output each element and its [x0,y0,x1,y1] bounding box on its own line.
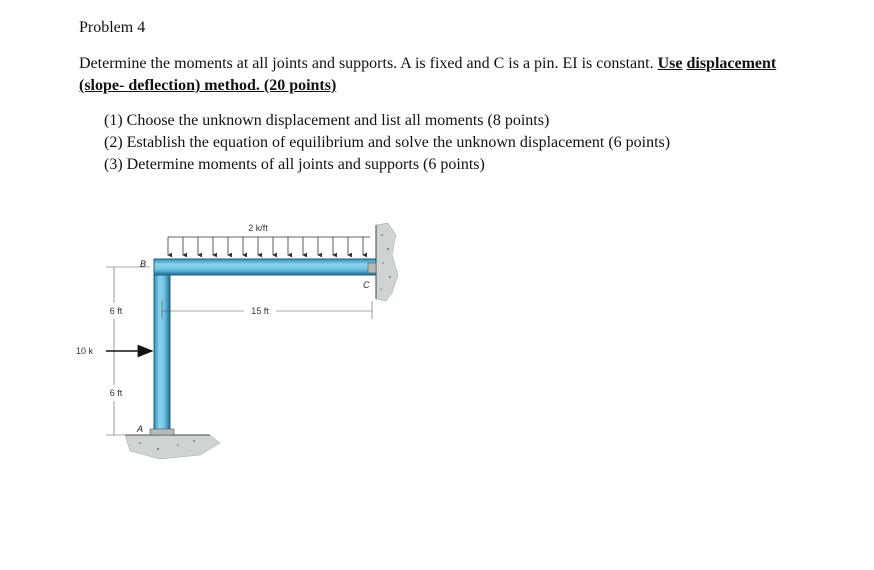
beam-bc [154,259,376,275]
task-item-2: (2) Establish the equation of equilibrium and solve the unknown displacement (6 points) [104,134,671,151]
upper-height-label: 6 ft [109,306,123,316]
statement-text: Determine the moments at all joints and supports. A is fixed and C is a pin. EI is constant. [79,55,654,72]
pin-c [368,263,376,273]
node-c-label: C [363,280,370,290]
column-ab [154,259,170,435]
problem-statement [79,53,779,97]
statement-method: displacement (slope- deflection) method. (20 points) [79,55,777,94]
distributed-load [168,237,370,255]
task-item-3: (3) Determine moments of all joints and supports (6 points) [104,156,485,173]
fixed-base-a [150,429,174,435]
ground-support-a [125,435,220,459]
node-b-label: B [140,259,147,269]
problem-title: Problem 4 [79,19,146,36]
frame-diagram [70,215,410,475]
task-item-1: (1) Choose the unknown displacement and list all moments (8 points) [104,112,550,129]
node-a-label: A [137,424,144,434]
force-label: 10 k [76,346,94,356]
load-label: 2 k/ft [248,223,268,233]
frame-figure [70,215,410,475]
task-list [104,110,670,176]
span-label: 15 ft [251,306,269,316]
wall-support-c [376,223,398,301]
lower-height-label: 6 ft [109,388,123,398]
statement-method-prefix: Use [657,55,683,72]
